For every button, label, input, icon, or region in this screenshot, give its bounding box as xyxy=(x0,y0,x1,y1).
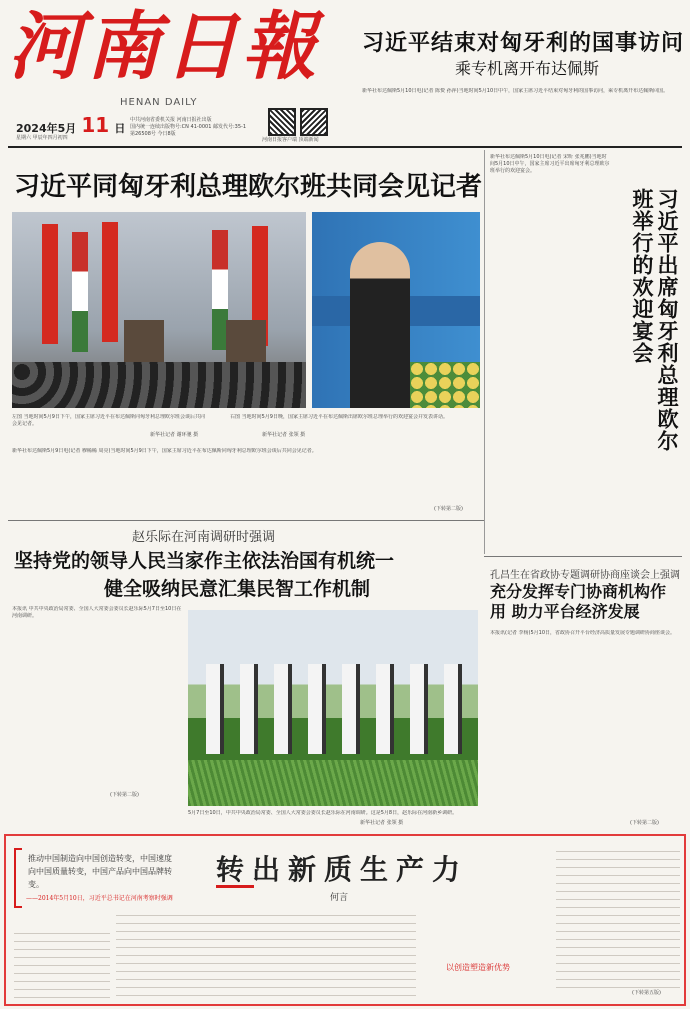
caption-right-credit: 新华社记者 张领 摄 xyxy=(262,432,306,438)
main-lead: 新华社布达佩斯5月9日电(记者 穆稀稀 周亮)当地时间5月9日下午，国家主席习近平在布达佩斯同匈牙利总理欧尔班会谈后共同会见记者。 xyxy=(12,448,317,454)
qr-code-app[interactable] xyxy=(268,108,296,136)
flag-china-2 xyxy=(102,222,118,342)
right-lead: 本报讯(记者 李杨)5月10日，省政协召开平台经济高质量发展专题调研协商座谈会。 xyxy=(490,630,676,636)
date-text: 2024年5月 xyxy=(16,122,77,135)
flag-china xyxy=(42,224,58,344)
side-headline: 习近平出席匈牙利总理欧尔班举行的欢迎宴会 xyxy=(630,188,680,452)
second-jump[interactable]: (下转第二版) xyxy=(110,792,139,798)
commentary-jump[interactable]: (下转第五版) xyxy=(632,990,661,996)
caption-left: 左图 当地时间5月9日下午，国家主席习近平在布达佩斯同匈牙利总理欧尔班会谈后共同会见记者。 xyxy=(12,414,205,427)
masthead-logo xyxy=(8,2,338,92)
caption-left-credit: 新华社记者 谢环驰 摄 xyxy=(150,432,199,438)
commentary-quote: 推动中国制造向中国创造转变，中国速度向中国质量转变，中国产品向中国品牌转变。 xyxy=(28,854,172,889)
day-suffix: 日 xyxy=(114,122,126,135)
second-photo-caption: 5月7日至10日，中共中央政治局常委、全国人大常委会委员长赵乐际在河南调研。这是5月8日，赵乐际在河南新乡调研。 xyxy=(188,810,458,816)
publisher-line2: 国内统一连续出版物号:CN 41-0001 邮发代号:35-1 xyxy=(130,124,247,130)
logo-text: 河南日報 xyxy=(8,4,320,90)
right-divider xyxy=(484,556,682,557)
main-headline: 习近平同匈牙利总理欧尔班共同会见记者 xyxy=(14,172,483,202)
logo-english: HENAN DAILY xyxy=(120,97,198,108)
qr-code-news[interactable] xyxy=(300,108,328,136)
flag-hungary xyxy=(72,232,88,352)
side-lead: 新华社布达佩斯5月10日电(记者 宋昕 张兆鹏)当地时间5月10日中午，国家主席习近平出席匈牙利总理欧尔班举行的欢迎宴会。 xyxy=(490,154,610,174)
second-lead: 本报讯 中共中央政治局常委、全国人大常委会委员长赵乐际5月7日至10日在河南调研。 xyxy=(12,606,182,619)
main-jump[interactable]: (下转第二版) xyxy=(434,506,463,512)
commentary-body-left xyxy=(14,928,110,998)
day-number: 11 xyxy=(81,113,110,137)
title-accent xyxy=(216,848,254,888)
flowers xyxy=(410,362,480,408)
right-kicker: 孔昌生在省政协专题调研协商座谈会上强调 xyxy=(490,570,680,581)
publisher-line1: 中共河南省委机关报 河南日报社出版 xyxy=(130,117,212,123)
commentary-title-text: 转出新质生产力 xyxy=(216,853,469,886)
caption-right: 右图 当地时间5月9日晚，国家主席习近平在布达佩斯出席欧尔班总理举行的欢迎宴会并发表讲话。 xyxy=(230,414,448,420)
second-photo-credit: 新华社记者 张领 摄 xyxy=(360,820,404,826)
commentary-body-right xyxy=(556,846,680,992)
top-headline: 习近平结束对匈牙利的国事访问 xyxy=(362,30,685,56)
top-lead: 新华社布达佩斯5月10日电(记者 陈贽 孙萍)当地时间5月10日中午，国家主席习近平结束对匈牙利的国事访问，乘专机离开布达佩斯回国。 xyxy=(362,88,669,94)
issue-number: 第26508号 今日8版 xyxy=(130,131,176,137)
wheat-field xyxy=(188,760,478,806)
weekday: 星期六 甲辰年四月初四 xyxy=(16,135,68,141)
commentary-author: 何言 xyxy=(330,893,349,903)
photo-field-visit xyxy=(188,610,478,806)
right-jump[interactable]: (下转第二版) xyxy=(630,820,659,826)
issue-date xyxy=(16,113,125,137)
people-group xyxy=(198,664,470,754)
photo-press-conference xyxy=(12,212,306,408)
second-headline-line2: 健全吸纳民意汇集民智工作机制 xyxy=(104,578,371,600)
quote-bracket-left xyxy=(14,848,22,908)
masthead-divider xyxy=(8,146,682,148)
photo-banquet xyxy=(312,212,480,408)
qr-label: 河南日报客户端 顶端新闻 xyxy=(262,137,319,143)
audience xyxy=(12,362,306,408)
second-headline-line1: 坚持党的领导人民当家作主依法治国有机统一 xyxy=(14,550,395,572)
commentary-subhead: 以创造塑造新优势 xyxy=(446,963,510,972)
section-divider xyxy=(8,520,484,521)
top-subheadline: 乘专机离开布达佩斯 xyxy=(455,59,600,78)
commentary-body-mid xyxy=(116,910,416,998)
right-headline: 充分发挥专门协商机构作用 助力平台经济发展 xyxy=(490,582,667,621)
second-kicker: 赵乐际在河南调研时强调 xyxy=(132,530,276,545)
speaker xyxy=(350,242,410,408)
commentary-quote-source: ——2014年5月10日，习近平总书记在河南考察时强调 xyxy=(26,895,173,902)
column-divider xyxy=(484,150,485,554)
